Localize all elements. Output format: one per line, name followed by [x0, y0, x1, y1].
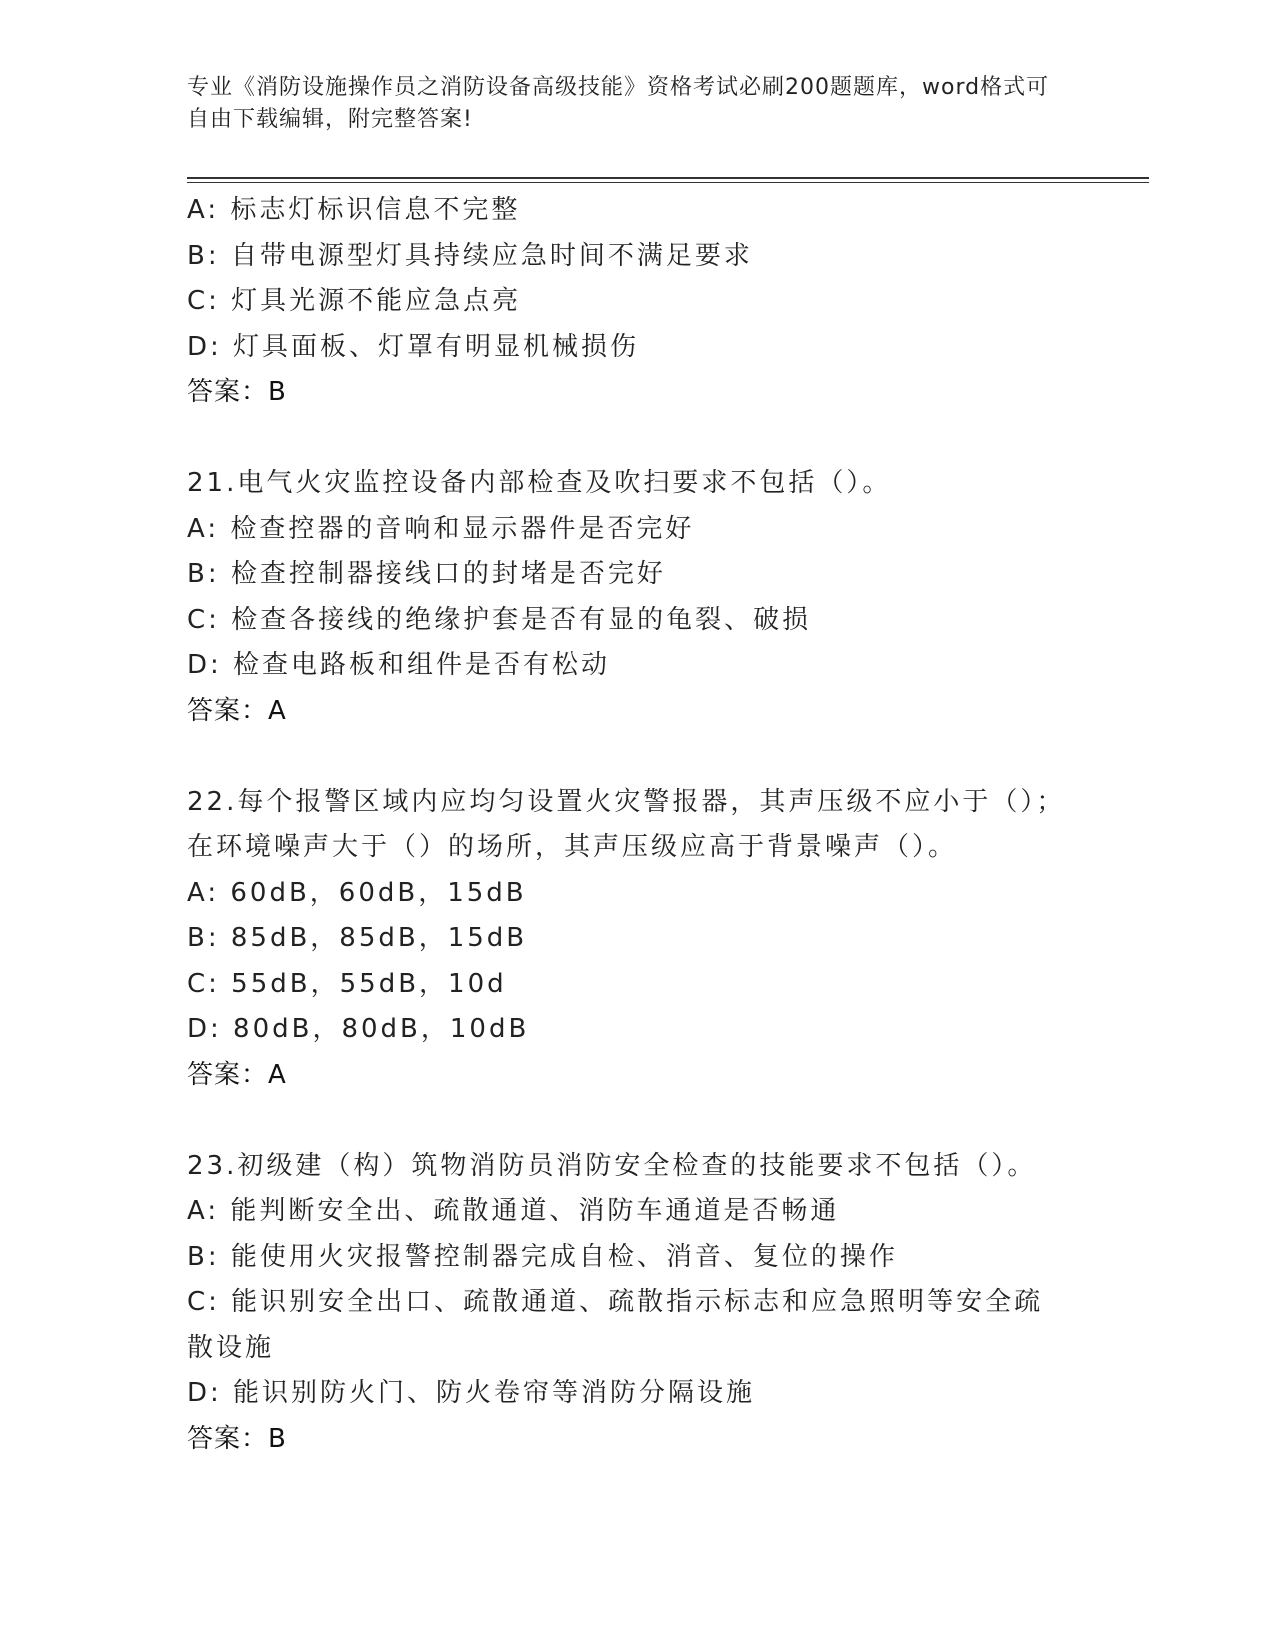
question-stem-line-2: 在环境噪声大于（）的场所，其声压级应高于背景噪声（）。	[187, 832, 958, 862]
question-23	[187, 1144, 1087, 1463]
question-20	[187, 188, 1087, 416]
option-d: D: 灯具面板、灯罩有明显机械损伤	[187, 331, 640, 362]
spacer	[187, 1098, 1087, 1144]
option-a: A: 能判断安全出、疏散通道、消防车通道是否畅通	[187, 1196, 840, 1226]
answer-line: 答案：B	[187, 1423, 287, 1454]
answer-line: 答案：A	[187, 695, 287, 726]
header-rule-thin	[187, 182, 1149, 183]
question-21	[187, 461, 1087, 734]
option-b: B: 能使用火灾报警控制器完成自检、消音、复位的操作	[187, 1241, 898, 1272]
spacer	[187, 416, 1087, 462]
document-header: 专业《消防设施操作员之消防设备高级技能》资格考试必刷200题题库，word格式可自由下载编辑，附完整答案!	[187, 75, 1050, 132]
question-stem-line-1: 22.每个报警区域内应均匀设置火灾警报器，其声压级不应小于（）；	[187, 786, 1066, 817]
option-d: D: 80dB，80dB，10dB	[187, 1014, 530, 1044]
option-a: A: 检查控器的音响和显示器件是否完好	[187, 513, 695, 544]
spacer	[187, 734, 1087, 780]
option-a: A: 60dB，60dB，15dB	[187, 877, 527, 908]
option-a: A: 标志灯标识信息不完整	[187, 195, 521, 225]
answer-line: 答案：A	[187, 1059, 287, 1090]
option-b: B: 检查控制器接线口的封堵是否完好	[187, 559, 666, 589]
option-c: C: 灯具光源不能应急点亮	[187, 286, 522, 316]
option-d: D: 能识别防火门、防火卷帘等消防分隔设施	[187, 1378, 756, 1408]
question-stem: 23.初级建（构）筑物消防员消防安全检查的技能要求不包括（）。	[187, 1150, 1037, 1181]
question-stem: 21.电气火灾监控设备内部检查及吹扫要求不包括（）。	[187, 468, 892, 498]
answer-line: 答案：B	[187, 377, 287, 407]
option-b: B: 自带电源型灯具持续应急时间不满足要求	[187, 240, 753, 271]
question-22	[187, 780, 1087, 1099]
option-b: B: 85dB，85dB，15dB	[187, 923, 528, 953]
option-c: C: 检查各接线的绝缘护套是否有显的龟裂、破损	[187, 604, 812, 635]
option-d: D: 检查电路板和组件是否有松动	[187, 650, 611, 680]
option-c: C: 能识别安全出口、疏散通道、疏散指示标志和应急照明等安全疏散设施	[187, 1287, 1044, 1363]
header-rule-thick	[187, 177, 1149, 179]
question-list	[187, 188, 1087, 1462]
option-c: C: 55dB，55dB，10d	[187, 968, 507, 999]
